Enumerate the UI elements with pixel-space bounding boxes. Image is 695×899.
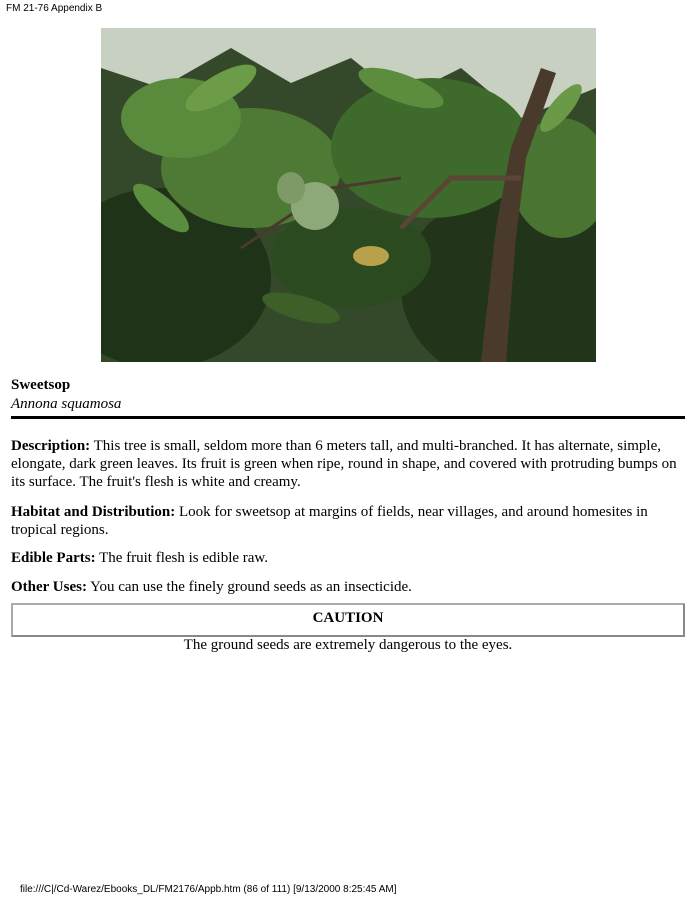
description-text: This tree is small, seldom more than 6 meters tall, and multi-branched. It has alternate, simple, elongate, dark green leaves. Its fruit is green when ripe, round in shape, and covered with protruding bumps on its surface. The fruit's flesh is white and creamy. [11, 438, 677, 490]
habitat-paragraph [11, 503, 681, 539]
edible-parts-text: The fruit flesh is edible raw. [95, 550, 269, 566]
edible-parts-label: Edible Parts: [11, 550, 96, 566]
plant-title [11, 376, 121, 414]
caution-box [11, 603, 685, 653]
description-paragraph [11, 437, 681, 491]
page-header: FM 21-76 Appendix B [6, 3, 103, 14]
scientific-name: Annona squamosa [11, 396, 122, 412]
habitat-text: Look for sweetsop at margins of fields, near villages, and around homesites in tropical regions. [11, 504, 648, 538]
description-label: Description: [11, 438, 91, 454]
other-uses-text: You can use the finely ground seeds as an insecticide. [86, 579, 412, 595]
edible-parts-paragraph [11, 549, 681, 567]
habitat-label: Habitat and Distribution: [11, 504, 176, 520]
page-footer: file:///C|/Cd-Warez/Ebooks_DL/FM2176/Appb.htm (86 of 111) [9/13/2000 8:25:45 AM] [20, 884, 397, 895]
other-uses-paragraph [11, 578, 681, 596]
caution-text: The ground seeds are extremely dangerous to the eyes. [183, 637, 513, 653]
other-uses-label: Other Uses: [11, 579, 87, 595]
sweetsop-photo [101, 28, 596, 362]
common-name: Sweetsop [11, 377, 71, 393]
divider [11, 416, 685, 419]
caution-title: CAUTION [312, 610, 384, 626]
